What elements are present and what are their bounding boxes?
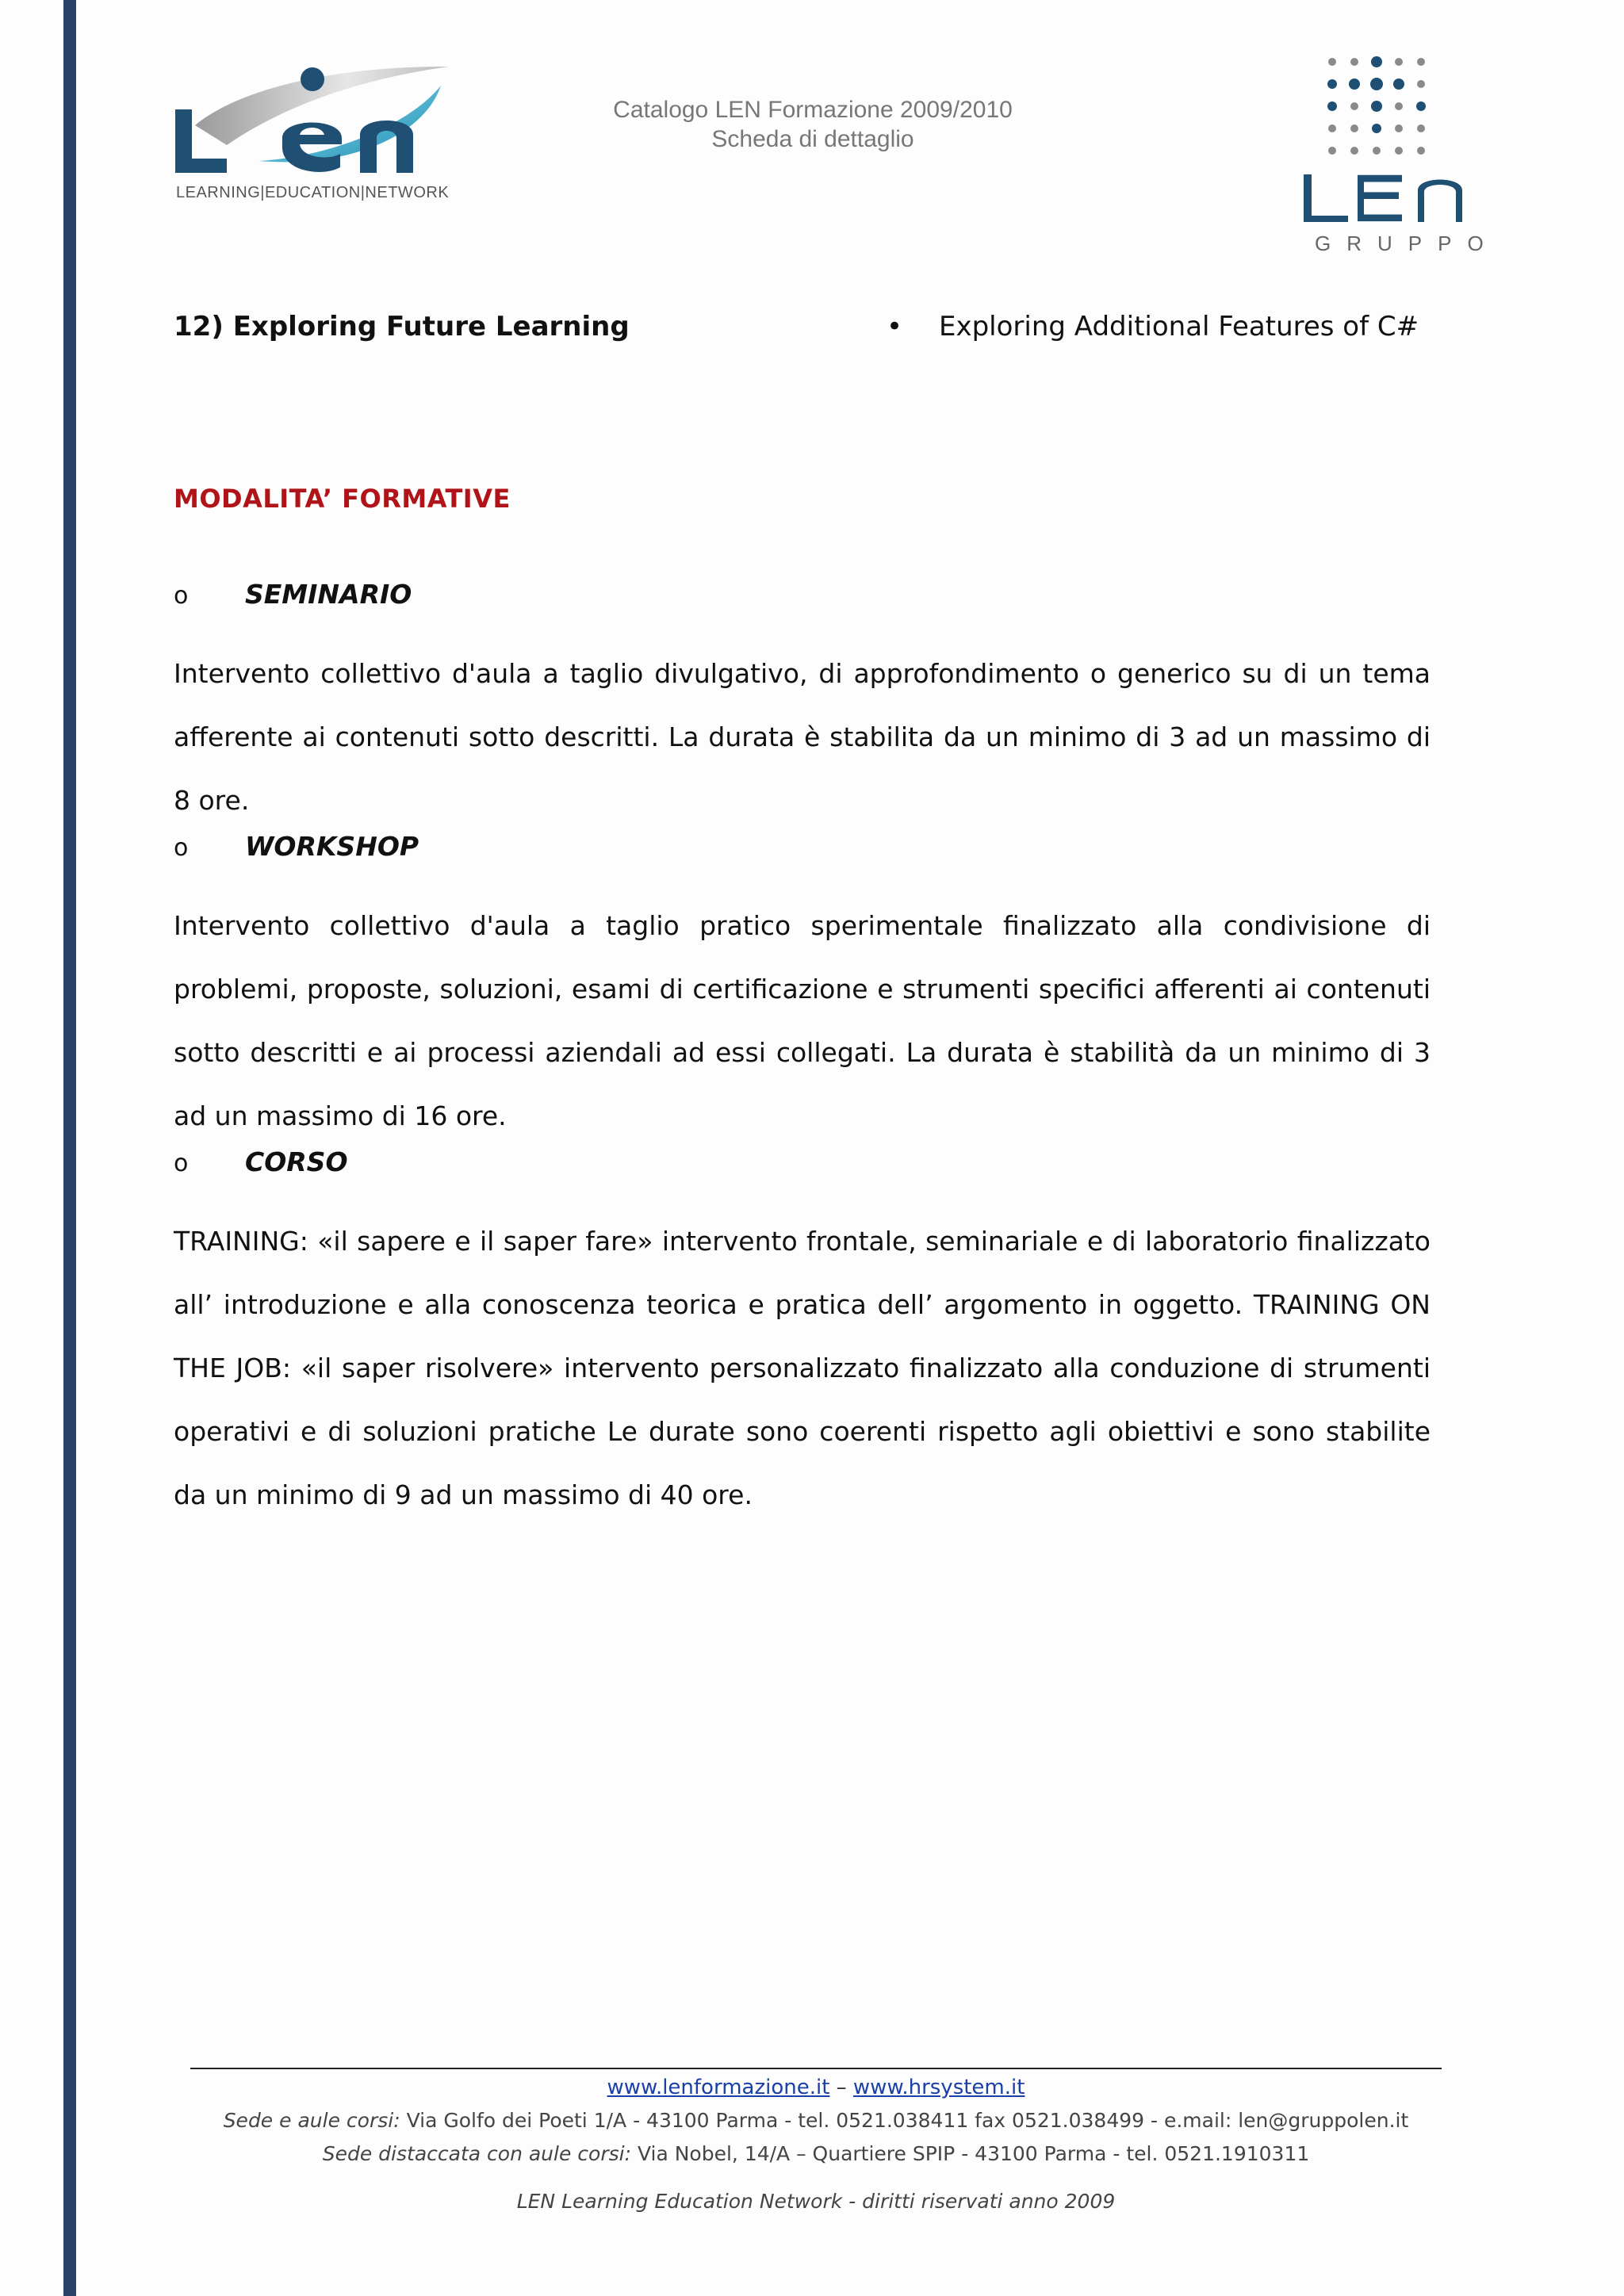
address-text: Via Nobel, 14/A – Quartiere SPIP - 43100 Parma - tel. 0521.1910311 xyxy=(631,2142,1310,2165)
bullet-icon: • xyxy=(887,311,903,342)
catalog-subtitle: Scheda di dettaglio xyxy=(711,126,914,152)
link-separator: – xyxy=(836,2076,847,2099)
address-text: Via Golfo dei Poeti 1/A - 43100 Parma - tel. 0521.038411 fax 0521.038499 - e.mail: len@gruppolen.it xyxy=(400,2109,1409,2132)
gruppo-label: GRUPPO xyxy=(1315,232,1500,255)
catalog-header xyxy=(555,95,1071,154)
modality-title xyxy=(174,831,1431,894)
hrsystem-link[interactable]: www.hrsystem.it xyxy=(852,2076,1025,2099)
modality-title-text: CORSO xyxy=(245,1146,348,1177)
topic-bullet-item xyxy=(887,311,1419,342)
footer-copyright: LEN Learning Education Network - diritti riservati anno 2009 xyxy=(516,2190,1116,2213)
modality-title-text: SEMINARIO xyxy=(245,579,412,610)
circle-bullet-icon: o xyxy=(174,1150,189,1177)
address-label: Sede distaccata con aule corsi: xyxy=(322,2142,632,2165)
dot-grid-icon xyxy=(1324,54,1427,165)
circle-bullet-icon: o xyxy=(174,834,189,862)
modality-seminario xyxy=(174,579,1431,832)
modality-description: Intervento collettivo d'aula a taglio pratico sperimentale finalizzato alla condivisione di problemi, proposte, soluzioni, esami di certificazione e strumenti specifici afferenti ai contenuti sotto descritti e ai processi aziendali ad essi collegati. La durata è stabilità da un minimo di 3 ad un massimo di 16 ore. xyxy=(174,910,1431,1131)
modality-title xyxy=(174,1146,1431,1210)
len-wordmark xyxy=(1300,171,1467,227)
len-gruppo-logo xyxy=(1293,54,1500,260)
modality-description: TRAINING: «il sapere e il saper fare» intervento frontale, seminariale e di laboratorio finalizzato all’ introduzione e alla conoscenza teorica e pratica dell’ argomento in oggetto. TRAINING ON THE JOB: «il saper risolvere» intervento personalizzato finalizzato alla conduzione di strumenti operativi e di soluzioni pratiche Le durate sono coerenti rispetto agli obiettivi e sono stabilite da un minimo di 9 ad un massimo di 40 ore. xyxy=(174,1226,1431,1510)
len-logo-graphic xyxy=(171,62,457,181)
footer-address-branch xyxy=(190,2142,1442,2165)
topic-bullet-text: Exploring Additional Features of C# xyxy=(939,311,1419,342)
modality-title-text: WORKSHOP xyxy=(245,831,419,862)
lenformazione-link[interactable]: www.lenformazione.it xyxy=(607,2076,830,2099)
footer-divider xyxy=(190,2068,1442,2069)
topic-heading: 12) Exploring Future Learning xyxy=(174,311,630,342)
section-title: MODALITA’ FORMATIVE xyxy=(174,484,511,514)
logo-tagline: LEARNING|EDUCATION|NETWORK xyxy=(176,184,450,201)
left-margin-bar xyxy=(63,0,76,2296)
footer-links xyxy=(190,2076,1442,2099)
modality-description: Intervento collettivo d'aula a taglio divulgativo, di approfondimento o generico su di un tema afferente ai contenuti sotto descritti. La durata è stabilita da un minimo di 3 ad un massimo di 8 ore. xyxy=(174,658,1431,816)
catalog-title: Catalogo LEN Formazione 2009/2010 xyxy=(613,97,1013,123)
modality-corso xyxy=(174,1146,1431,1527)
modality-workshop xyxy=(174,831,1431,1148)
len-learning-logo xyxy=(171,62,457,211)
modality-title xyxy=(174,579,1431,642)
circle-bullet-icon: o xyxy=(174,582,189,610)
footer-address-main xyxy=(190,2109,1442,2132)
address-label: Sede e aule corsi: xyxy=(223,2109,400,2132)
